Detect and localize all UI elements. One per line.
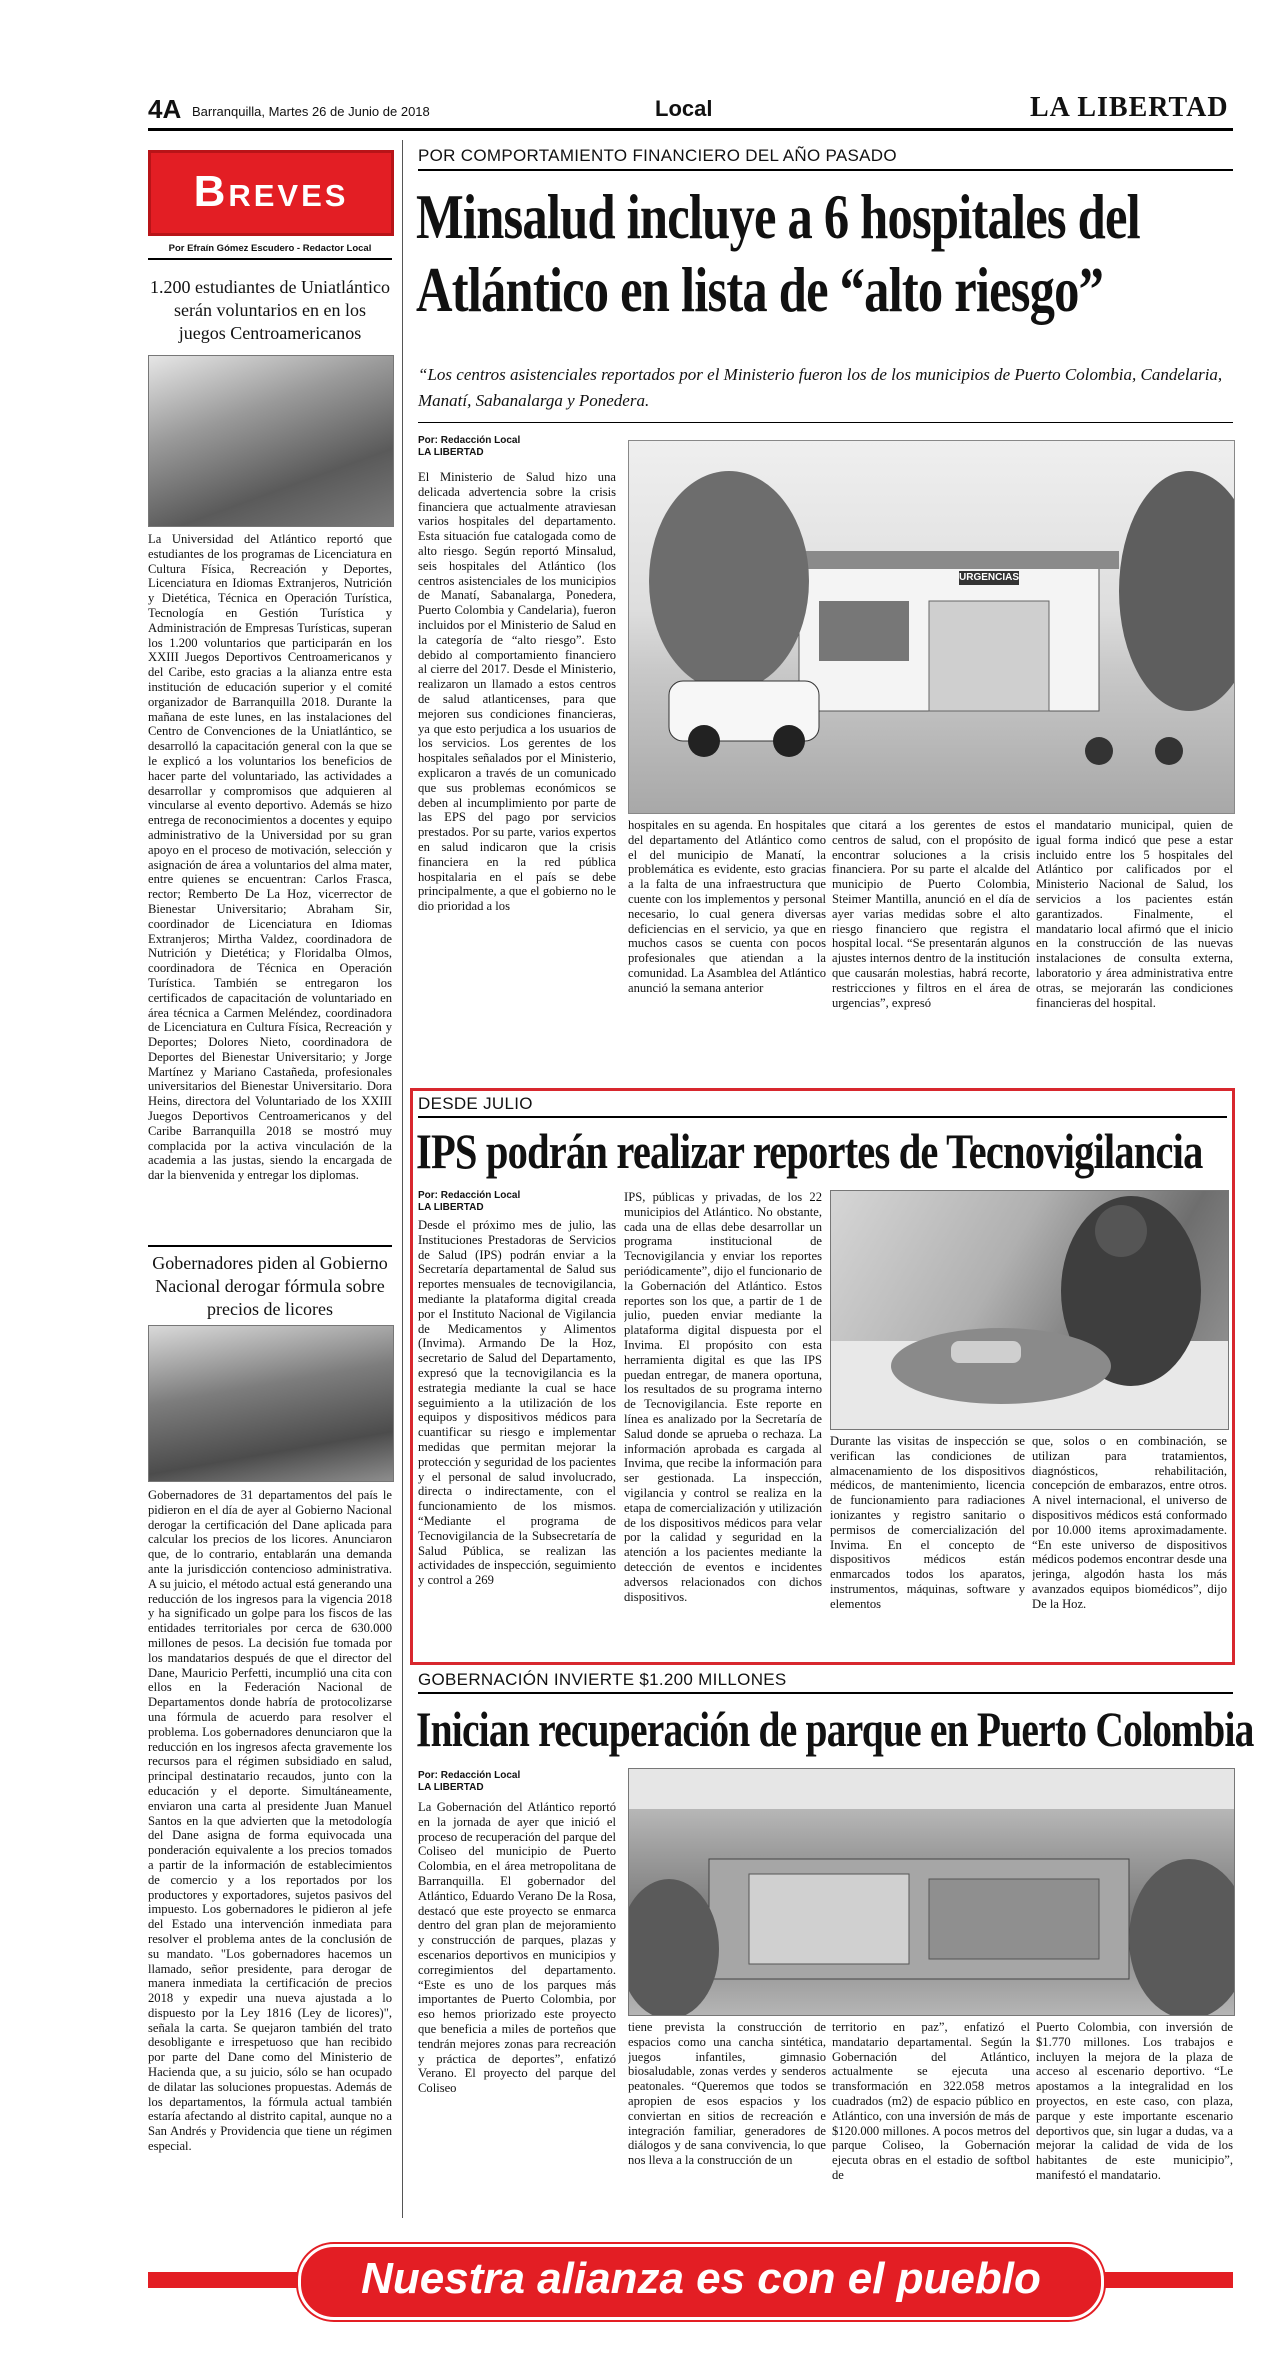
breves-item1-photo — [148, 355, 394, 527]
story1-col1: El Ministerio de Salud hizo una delicada advertencia sobre la crisis financiera que actualmente atraviesan varios hospitales del departamento. Esta situación fue catalogada como de alto riesgo. Según reportó Minsalud, seis hospitales del Atlántico (los centros asistenciales de los municipios de Manatí, Sabanalarga, Ponedera, Puerto Colombia y Candelaria), fueron incluidos por el Ministerio de Salud en la categoría de “alto riesgo”. Esto debido al comportamiento financiero al cierre del 2017. Desde el Ministerio, realizaron un llamado a estos centros de salud atlanticenses, para que mejoren sus condiciones financieras, ya que esto perjudica a los usuarios de los servicios. Los gerentes de los hospitales señalados por el Ministerio, explicaron a través de un comunicado que sus problemas económicos se deben al incumplimiento por parte de las EPS del pago por servicios prestados. Por su parte, varios expertos en salud indicaron que la crisis financiera en la red pública hospitalaria en el país se debe principalmente, a que el gobierno no le dio prioridad a los — [418, 470, 616, 914]
breves-credit: Por Efraín Gómez Escudero - Redactor Local — [168, 243, 372, 254]
story1-col2: hospitales en su agenda. En hospitales del departamento del Atlántico como el del municipio de Manatí, la problemática es evidente, esto gracias a la falta de una infraestructura que cuente con los implementos y personal necesario, lo cual genera diversas deficiencias en el servicio, ya que en muchos casos se cuenta con pocos profesionales que atiendan a la comunidad. La Asamblea del Atlántico anunció la semana anterior — [628, 818, 826, 995]
story1-byline — [418, 435, 520, 459]
story2-kicker: DESDE JULIO — [418, 1094, 533, 1113]
breves-item2-rule — [148, 1245, 392, 1247]
story2-byline — [418, 1190, 520, 1214]
story2-photo — [830, 1190, 1229, 1430]
story3-col3: territorio en paz”, enfatizó el mandatario departamental. Según la Gobernación del Atlántico, actualmente se ejecuta una transformación en 322.058 metros cuadrados (m2) de espacio público en Atlántico, con una inversión de más de $120.000 millones. A pocos metros del parque Coliseo, la Gobernación ejecuta obras en el estadio de softbol de — [832, 2020, 1030, 2182]
story2-headline: IPS podrán realizar reportes de Tecnovigilancia — [416, 1123, 1203, 1179]
story3-kicker-rule — [418, 1692, 1233, 1694]
story1-photo-scene — [629, 441, 1234, 813]
story3-col1: La Gobernación del Atlántico reportó en la jornada de ayer que inició el proceso de recuperación del parque del Coliseo del municipio de Puerto Colombia, en el área metropolitana de Barranquilla. El gobernador del Atlántico, Eduardo Verano De la Rosa, destacó que este proyecto se enmarca dentro del gran plan de mejoramiento y construcción de parques, plazas y escenarios deportivos en municipios y corregimientos del departamento. “Este es uno de los parques más importantes de Puerto Colombia, por eso hemos priorizado este proyecto que beneficia a miles de porteños que tendrán mejores zonas para recreación y práctica de deportes”, enfatizó Verano. El proyecto del parque del Coliseo — [418, 1800, 616, 2096]
story3-byline — [418, 1770, 520, 1794]
breves-item2-body: Gobernadores de 31 departamentos del país le pidieron en el día de ayer al Gobierno Nacional derogar la certificación del Dane aplicada para calcular los precios de los licores. Anunciaron que, de lo contrario, entablarán una demanda ante la jurisdicción contencioso administrativa. A su juicio, el método actual está generando una reducción de los ingresos para la vigencia 2018 y ha significado un golpe para los fiscos de las entidades territoriales por cerca de 630.000 millones de pesos. La decisión fue tomada por los mandatarios después de que el director del Dane, Mauricio Perfetti, incumplió una cita con ellos en la Federación Nacional de Departamentos donde habría de protocolizarse una fórmula de acuerdo para resolver el problema. Los gobernadores denunciaron que la reducción en los ingresos afecta gravemente los recursos para el régimen subsidiado en salud, principal destinatario recaudos, junto con la educación y el deporte. Simultáneamente, enviaron una carta al presidente Juan Manuel Santos en la que advierten que la metodología del Dane asigna de forma equivocada una ponderación equivalente a los precios tomados a partir de la información de establecimientos de comercio y a los reportados por los productores y exportadores, sujetos pasivos del impuesto. Los gobernadores le pidieron al jefe del Estado una intervención inmediata para resolver el problema antes de la conclusión de su mandato. "Los gobernadores hacemos un llamado, señor presidente, para derogar de manera inmediata la certificación de precios 2018 y expedir una nueva ajustada a lo dispuesto por la Ley 1816 (Ley de licores)", señala la carta. Se quejaron también del trato desobligante e irrespetuoso que han recibido por parte del Dane como del Ministerio de Hacienda que, a su juicio, sólo se han ocupado de dilatar las soluciones propuestas. Además de los departamentos, la fórmula actual también estaría afectando al distrito capital, aunque no a San Andrés y Providencia que tiene un régimen especial. — [148, 1488, 392, 2154]
story3-byline-name: Por: Redacción Local — [418, 1770, 521, 1781]
story3-kicker: GOBERNACIÓN INVIERTE $1.200 MILLONES — [418, 1670, 787, 1689]
dateline: Barranquilla, Martes 26 de Junio de 2018 — [192, 104, 430, 119]
story2-kicker-rule — [418, 1116, 1227, 1118]
story1-col3: que citará a los gerentes de estos centros de salud, con el propósito de encontrar soluciones a la crisis financiera. Por su parte el alcalde del municipio de Puerto Colombia, Steimer Mantilla, anunció en el día de ayer varias medidas sobre el alto riesgo financiero que registra el hospital local. “Se presentarán algunos ajustes internos dentro de la institución que causarán molestias, habrá recorte, restricciones y filtros en el área de urgencias”, expresó — [832, 818, 1030, 1010]
story1-deck-rule — [418, 422, 1233, 423]
story1-kicker-rule — [418, 169, 1233, 171]
story3-headline: Inician recuperación de parque en Puerto Colombia — [416, 1701, 1254, 1757]
sidebar-separator — [402, 140, 403, 2218]
story2-photo-scene — [831, 1191, 1228, 1429]
story3-col4: Puerto Colombia, con inversión de $1.770 millones. Los trabajos e incluyen la mejora de la plaza de acceso al escenario deportivo. “Le apostamos a la integralidad en los proyectos, en este caso, con plaza, parque y este importante escenario deportivos que, sin lugar a dudas, va a mejorar la calidad de vida de los habitantes de este municipio”, manifestó el mandatario. — [1036, 2020, 1233, 2182]
story2-byline-paper: LA LIBERTAD — [418, 1202, 484, 1213]
story3-col2: tiene prevista la construcción de espacios como una cancha sintética, juegos infantiles, gimnasio biosaludable, zonas verdes y senderos peatonales. “Queremos que todos se apropien de esos espacios y los conviertan en sitios de recreación e integración familiar, generadores de diálogos y de sana convivencia, lo que nos lleva a la construcción de un — [628, 2020, 826, 2168]
story1-kicker: POR COMPORTAMIENTO FINANCIERO DEL AÑO PASADO — [418, 146, 897, 165]
story1-headline-line1: Minsalud incluye a 6 hospitales del — [416, 181, 1140, 252]
story3-photo — [628, 1768, 1235, 2016]
story1-photo-sign: URGENCIAS — [959, 572, 1020, 583]
banner-red-bar-left — [148, 2272, 308, 2288]
story1-col4: el mandatario municipal, quien de igual forma indicó que pese a estar incluido entre los 5 hospitales del Atlántico por calificados por el Ministerio Nacional de Salud, los servicios a los pacientes están garantizados. Finalmente, el mandatario local afirmó que el inicio en la construcción de las nuevas instalaciones de consulta externa, laboratorio y área administrativa entre otras, se mejorarán las condiciones financieras del hospital. — [1036, 818, 1233, 1010]
story1-photo — [628, 440, 1235, 814]
story3-photo-scene — [629, 1769, 1234, 2015]
section-label: Local — [655, 96, 713, 121]
story2-byline-name: Por: Redacción Local — [418, 1190, 521, 1201]
story1-deck: “Los centros asistenciales reportados por el Ministerio fueron los de los municipios de Puerto Colombia, Candelaria, Manatí, Sabanalarga y Ponedera. — [418, 365, 1223, 410]
story2-col3: Durante las visitas de inspección se verifican las condiciones de almacenamiento de los dispositivos médicos, de mantenimiento, licencia de funcionamiento para radiaciones ionizantes y registro sanitario o permisos de comercialización del Invima. En el concepto de dispositivos médicos están enmarcados todos los aparatos, instrumentos, máquinas, software y elementos — [830, 1434, 1025, 1611]
banner-red-bar-right — [1093, 2272, 1233, 2288]
breves-item2-title: Gobernadores piden al Gobierno Nacional derogar fórmula sobre precios de licores — [152, 1253, 388, 1319]
breves-item1-body: La Universidad del Atlántico reportó que estudiantes de los programas de Licenciatura en Cultura Física, Recreación y Deportes, Licenciatura en Idiomas Extranjeros, Nutrición y Dietética, Técnica en Operación Turística, Tecnología en Gestión Turística y Administración de Empresas Turísticas, superan los 1.200 voluntarios que participarán en los XXIII Juegos Deportivos Centroamericanos y del Caribe, esto gracias a la alianza entre esta institución de educación superior y el comité organizador de Barranquilla 2018. Durante la mañana de este lunes, en las instalaciones del Centro de Convenciones de la Uniatlántico, se desarrolló la capacitación general con la que se le explicó a los voluntarios los beneficios de hacer parte del voluntariado, las actividades a desarrollar y compromisos que adquieren al vincularse al evento deportivo. Además se hizo entrega de reconocimientos a docentes y equipo administrativo de la Universidad por su gran apoyo en el proceso de motivación, selección y asignación de área a voluntarios del alma mater, entre quienes se encuentran: Carlos Frasca, rector; Remberto De La Hoz, vicerrector de Bienestar Universitario; Abraham Sir, coordinador de Licenciatura en Idiomas Extranjeros; Mirtha Valdez, coordinadora de Nutrición y Dietética; y Floridalba Olmos, coordinadora de Técnica en Operación Turística. También se entregaron los certificados de capacitación de voluntariado en área técnica a Carmen Meléndez, coordinadora de Licenciatura en Cultura Física, Recreación y Deportes; Dolores Nieto, coordinadora de Deportes del Bienestar Universitario; y Jorge Martínez y Mariano Castañeda, profesionales universitarios del Bienestar Universitario. Dora Heins, directora del Voluntariado de los XXIII Juegos Deportivos Centroamericanos y del Caribe Barranquilla 2018 se mostró muy complacida por la activa vinculación de la academia a las justas, siendo la encargada de dar la bienvenida y entregar los diplomas. — [148, 532, 392, 1183]
story2-col2: IPS, públicas y privadas, de los 22 municipios del Atlántico. No obstante, cada una de ellas debe desarrollar un programa institucional de Tecnovigilancia y enviar los reportes periódicamente”, dijo el funcionario de la Gobernación del Atlántico. Estos reportes son los que, a partir de 1 de julio, pueden enviar mediante la plataforma digital dispuesta por el Invima. El propósito con esta herramienta digital es que las IPS puedan entregar, de manera oportuna, los resultados de su programa interno de Tecnovigilancia. Este reporte en línea es analizado por la Secretaría de Salud donde se aprueba o rechaza. La información aprobada es cargada al Invima, que recibe la información para ser gestionada. La inspección, vigilancia y control se realiza en la etapa de comercialización y utilización de los dispositivos médicos para velar por la calidad y seguridad en la atención a los pacientes mediante la detección de eventos e incidentes adversos relacionados con dichos dispositivos. — [624, 1190, 822, 1604]
breves-box — [148, 150, 394, 236]
breves-item1-title: 1.200 estudiantes de Uniatlántico serán voluntarios en en los juegos Centroamericanos — [150, 277, 390, 343]
story2-col4: que, solos o en combinación, se utilizan para tratamientos, diagnósticos, rehabilitación, concepción de embarazos, entre otros. A nivel internacional, el universo de dispositivos médicos está conformado por 10.000 items aproximadamente. “En este universo de dispositivos médicos podemos encontrar desde una jeringa, algodón hasta los más avanzados equipos biomédicos”, dijo De la Hoz. — [1032, 1434, 1227, 1611]
breves-item2-photo — [148, 1325, 394, 1482]
masthead: LA LIBERTAD — [1030, 92, 1229, 123]
bottom-banner — [148, 2240, 1233, 2320]
header-rule — [148, 128, 1233, 131]
banner-slogan: Nuestra alianza es con el pueblo — [361, 2254, 1041, 2303]
story1-byline-name: Por: Redacción Local — [418, 435, 521, 446]
breves-title: Breves — [193, 167, 349, 216]
story1-byline-paper: LA LIBERTAD — [418, 447, 484, 458]
story3-byline-paper: LA LIBERTAD — [418, 1782, 484, 1793]
story1-headline-line2: Atlántico en lista de “alto riesgo” — [416, 254, 1104, 325]
breves-rule — [148, 258, 392, 260]
story2-col1: Desde el próximo mes de julio, las Instituciones Prestadoras de Servicios de Salud (IPS) podrán enviar a la Secretaría departamental de Salud sus reportes mensuales de tecnovigilancia, mediante la plataforma digital creada por el Instituto Nacional de Vigilancia de Medicamentos y Alimentos (Invima). Armando De la Hoz, secretario de Salud del Departamento, expresó que la tecnovigilancia es la estrategia mediante la cual se hace seguimiento a la utilización de los equipos y dispositivos médicos para cuantificar su riesgo e implementar medidas que permitan mejorar la protección y seguridad de los pacientes y el personal de salud involucrado, directa o indirectamente, con el funcionamiento de los mismos. “Mediante el programa de Tecnovigilancia de la Subsecretaría de Salud Pública, se realizan las actividades de inspección, seguimiento y control a 269 — [418, 1218, 616, 1588]
page-number: 4A — [148, 94, 182, 124]
